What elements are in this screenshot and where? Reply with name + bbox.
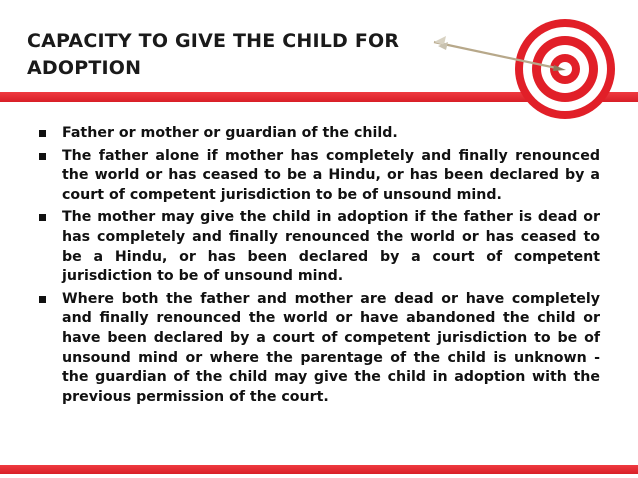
target-icon <box>515 19 615 119</box>
bullet-text: Father or mother or guardian of the child. <box>62 125 398 141</box>
bullet-marker <box>39 214 46 221</box>
bullet-item-3 <box>38 208 600 286</box>
bullet-item-4 <box>38 290 600 408</box>
slide-title: CAPACITY TO GIVE THE CHILD FOR ADOPTION <box>27 30 400 79</box>
bullet-list <box>38 124 600 410</box>
target-with-arrow-icon <box>430 14 630 124</box>
bullet-marker <box>39 296 46 303</box>
bullet-text: The father alone if mother has completely and finally renounced the world or has ceased to be a Hindu, or has been declared by a court of competent jurisdiction to be of unsound mind. <box>62 147 600 203</box>
bottom-red-band <box>0 465 638 474</box>
bullet-text: Where both the father and mother are dead or have completely and finally renounced the world or have abandoned the child or have been declared by a court of competent jurisdiction to be of unsound mind or where the parentage of the child is unknown - the guardian of the child may give the child in adoption with the previous permission of the court. <box>62 290 600 405</box>
bullet-item-2 <box>38 147 600 206</box>
bullet-text: The mother may give the child in adoption if the father is dead or has completely and finally renounced the world or has ceased to be a Hindu, or has been declared by a court of competent jurisdiction to be of unsound mind. <box>62 209 600 285</box>
bullet-marker <box>39 153 46 160</box>
bullet-marker <box>39 130 46 137</box>
bullet-item-1 <box>38 124 600 144</box>
